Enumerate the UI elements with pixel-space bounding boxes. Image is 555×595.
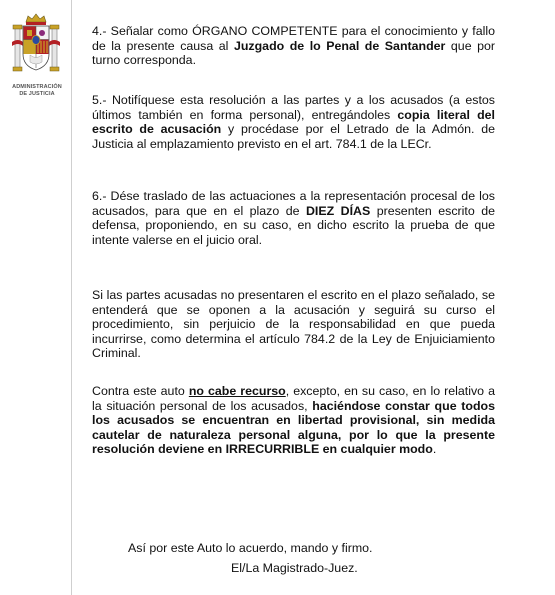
paragraph-5: [92, 93, 495, 151]
paragraph-4: [92, 24, 495, 68]
p4-text-a: 4.- Señalar como ÓRGANO COMPETENTE para el conocimiento y fallo de la presente causa al: [92, 24, 495, 53]
p8-bold-statement: haciéndose constar que todos los acusados se encuentran en libertad provisional, sin medida cautelar de naturaleza personal alguna, por lo que la presente resolución deviene en IRRECURRIBLE en cualquier modo: [92, 398, 495, 457]
p8-text-a: Contra este auto: [92, 384, 189, 398]
p6-text-a: 6.- Dése traslado de las actuaciones a la representación procesal de los acusados, para que en el plazo de: [92, 189, 495, 218]
paragraph-7: [92, 288, 495, 361]
p6-text-c: presenten escrito de defensa, proponiendo, en su caso, en dicho escrito la prueba de que intente valerse en el juicio oral.: [92, 203, 495, 247]
institution-line-2: DE JUSTICIA: [19, 91, 55, 97]
coat-of-arms-logo: [12, 12, 60, 78]
closing-line: Así por este Auto lo acuerdo, mando y firmo.: [128, 541, 373, 555]
p5-text-c: y procédase por el Letrado de la Admón. de Justicia al emplazamiento previsto en el art. 784.1 de la LECr.: [92, 122, 495, 151]
paragraph-8: [92, 384, 495, 457]
signature-line: El/La Magistrado-Juez.: [231, 561, 358, 575]
paragraph-6: [92, 189, 495, 247]
p4-text-c: que por turno corresponda.: [92, 38, 496, 68]
institution-line-1: ADMINISTRACIÓN: [12, 84, 62, 90]
margin-rule: [71, 0, 72, 595]
p4-court-name: Juzgado de lo Penal de Santander: [233, 38, 446, 53]
p7-text: Si las partes acusadas no presentaren el escrito en el plazo señalado, se entenderá que se oponen a la acusación y seguirá su curso el procedimiento, sin perjuicio de la responsabilidad en que pueda incurrirse, como determina el artículo 784.2 de la Ley de Enjuiciamiento Criminal.: [92, 288, 495, 361]
p5-bold-copy: copia literal del escrito de acusación: [92, 107, 495, 137]
institution-label: [4, 84, 70, 98]
p8-no-appeal: no cabe recurso: [188, 384, 286, 398]
p5-text-a: 5.- Notifíquese esta resolución a las partes y a los acusados (a estos últimos también en forma personal), entregándoles: [92, 93, 495, 122]
p6-bold-term: DIEZ DÍAS: [305, 203, 371, 218]
p8-text-e: .: [432, 442, 437, 457]
p8-text-c: , excepto, en su caso, en lo relativo a la situación personal de los acusados,: [92, 384, 495, 413]
